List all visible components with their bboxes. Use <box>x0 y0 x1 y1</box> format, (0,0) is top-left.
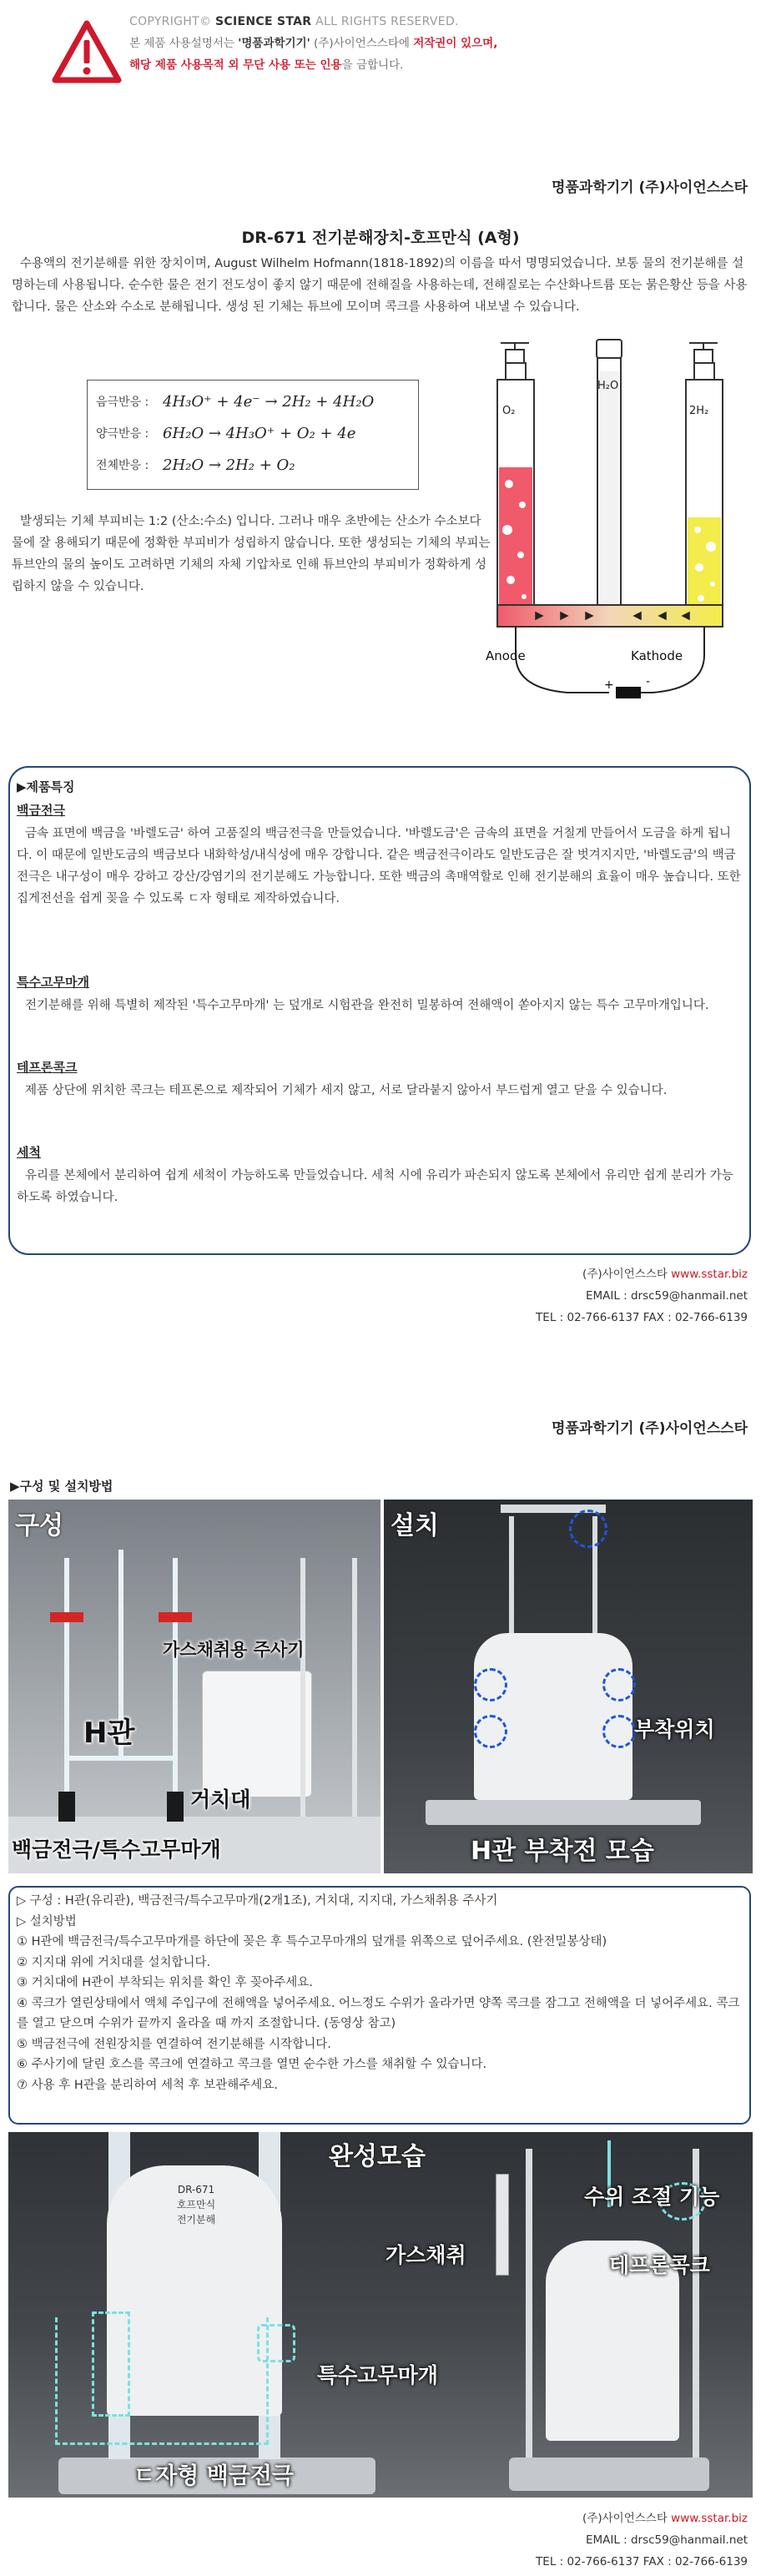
copyright-notice: COPYRIGHT© SCIENCE STAR ALL RIGHTS RESERVED. 본 제품 사용설명서는 '명품과학기기' (주)사이언스스타에 저작권이 있으며, 해당 제품 사용목적 외 무단 사용 또는 인용을 금합니다. <box>129 15 498 72</box>
device-plate: DR-671 호프만식 전기분해 <box>176 2184 216 2226</box>
water-level-label: 수위 조절 기능 <box>584 2185 720 2209</box>
h2o-label: H₂O <box>597 380 619 392</box>
features-heading: ▶제품특징 <box>17 779 75 794</box>
before-attach-label: H관 부착전 모습 <box>471 1837 654 1866</box>
rubber-stopper-highlight <box>257 2324 295 2362</box>
intro-paragraph: 수용액의 전기분해를 위한 장치이며, August Wilhelm Hofmann(1818-1892)의 이름을 따서 명명되었습니다. 보통 물의 전기분해를 설명하는데 사용됩니다. 순수한 물은 전기 전도성이 좋지 않기 때문에 전해질을 사용하는데, 전해질로는 수산화나트륨 또는 묽은황산 등을 사용합니다. 물은 산소와 수소로 분해됩니다. 생성 된 기체는 튜브에 모이며 콕크를 사용하여 내보낼 수 있습니다. <box>12 257 748 314</box>
step-item: ⑦ 사용 후 H관을 분리하여 세척 후 보관해주세요. <box>17 2078 278 2092</box>
step-item: ④ 콕크가 열린상태에서 액체 주입구에 전해액을 넣어주세요. 어느정도 수위가 올라가면 양쪽 콕크를 잠그고 전해액을 더 넣어주세요. 콕크를 열고 닫으며 수위가 끝까지 올라올 때 까지 조절합니다. (동영상 참고) <box>17 1996 740 2030</box>
feature-title: 테프론콕크 <box>17 1060 78 1075</box>
photo-label: 완성모습 <box>329 2142 426 2171</box>
hofmann-apparatus-diagram <box>467 338 751 726</box>
feature-title: 백금전극 <box>17 803 65 818</box>
equation-row: 양극반응 : 6H₂O → 4H₃O⁺ + O₂ + 4e <box>96 424 356 442</box>
feature-title: 세척 <box>17 1145 41 1160</box>
photo-label: 설치 <box>391 1511 439 1540</box>
phone-text: TEL : 02-766-6137 FAX : 02-766-6139 <box>536 2555 748 2568</box>
attach-circle <box>474 1668 507 1701</box>
minus-label: - <box>646 675 651 688</box>
setup-steps-box <box>8 1886 751 2125</box>
gas-collection-label: 가스채취 <box>386 2243 466 2267</box>
feature-title: 특수고무마개 <box>17 975 89 990</box>
section-heading: ▶구성 및 설치방법 <box>10 1479 113 1494</box>
equation-row: 음극반응 : 4H₃O⁺ + 4e⁻ → 2H₂ + 4H₂O <box>96 392 375 411</box>
photo-label: 구성 <box>15 1511 63 1540</box>
feature-text: 금속 표면에 백금을 '바렐도금' 하여 고품질의 백금전극을 만들었습니다. '바렐도금'은 금속의 표면을 거칠게 만들어서 도금을 하게 됩니다. 이 때문에 일반도금의 백금보다 내화학성/내식성에 매우 강합니다. 같은 백금전극이라도 일반도금은 잘 벗겨지지만, '바렐도금'의 백금전극은 내구성이 매우 강하고 강산/강염기의 전기분해도 가능합니다. 또한 백금의 촉매역할로 인해 전기분해의 효율이 매우 높습니다. 또한 집게전선을 쉽게 꽂을 수 있도록 ㄷ자 형태로 제작하였습니다. <box>17 827 741 905</box>
attach-circle <box>602 1715 636 1748</box>
kathode-label: Kathode <box>631 648 683 663</box>
electrode-stopper-label: 백금전극/특수고무마개 <box>12 1837 221 1862</box>
attach-circle <box>569 1510 607 1548</box>
phone-text: TEL : 02-766-6137 FAX : 02-766-6139 <box>536 1311 748 1324</box>
brand-name: 명품과학기기 (주)사이언스스타 <box>552 1420 748 1437</box>
feature-text: 전기분해를 위해 특별히 제작된 '특수고무마개' 는 덮개로 시험관을 완전히 밀봉하여 전해액이 쏟아지지 않는 특수 고무마개입니다. <box>25 999 709 1012</box>
page-title: DR-671 전기분해장치-호프만식 (A형) <box>241 229 520 247</box>
o2-label: O₂ <box>502 405 516 417</box>
step-item: ① H관에 백금전극/특수고무마개를 하단에 꽂은 후 특수고무마개의 덮개를 위쪽으로 덮어주세요. (완전밀봉상태) <box>17 1935 607 1948</box>
feature-text: 유리를 본체에서 분리하여 쉽게 세척이 가능하도록 만들었습니다. 세척 시에 유리가 파손되지 않도록 본체에서 유리만 쉽게 분리가 가능하도록 하였습니다. <box>17 1169 733 1204</box>
equation-box <box>87 380 419 490</box>
anode-label: Anode <box>486 648 526 663</box>
components-photo <box>8 1500 380 1873</box>
installation-photo <box>384 1500 753 1873</box>
step-item: ⑤ 백금전극에 전원장치를 연결하여 전기분해를 시작합니다. <box>17 2037 331 2051</box>
stand-label: 거치대 <box>190 1787 251 1812</box>
step-item: ▷ 설치방법 <box>17 1914 77 1928</box>
electrode-highlight <box>55 2317 269 2445</box>
step-item: ▷ 구성 : H관(유리관), 백금전극/특수고무마개(2개1조), 거치대, 지지대, 가스채취용 주사기 <box>17 1894 498 1908</box>
h2-label: 2H₂ <box>689 405 709 417</box>
gas-syringe-label: 가스채취용 주사기 <box>163 1640 305 1660</box>
gas-ratio-paragraph: 발생되는 기체 부피비는 1:2 (산소:수소) 입니다. 그러나 매우 초반에는 산소가 수소보다 물에 잘 용해되기 때문에 정확한 부피비가 성립하지 않습니다. 또한 생성되는 기체의 부피는 튜브안의 물의 높이도 고려하면 기체의 자체 기압차로 인해 튜브안의 부피비가 정확하게 성립하지 않을 수 있습니다. <box>12 515 491 593</box>
warning-icon <box>52 20 122 83</box>
email-text: EMAIL : drsc59@hanmail.net <box>585 1289 748 1303</box>
plus-label: + <box>604 678 614 692</box>
equation-row: 전체반응 : 2H₂O → 2H₂ + O₂ <box>96 456 295 474</box>
contact-info: (주)사이언스스타 www.sstar.biz EMAIL : drsc59@hanmail.net TEL : 02-766-6137 FAX : 02-766-6139 <box>536 1263 748 1328</box>
step-item: ⑥ 주사기에 달린 호스를 콕크에 연결하고 콕크를 열면 순수한 가스를 채취할 수 있습니다. <box>17 2058 487 2071</box>
step-item: ③ 거치대에 H관이 부착되는 위치를 확인 후 꽂아주세요. <box>17 1976 313 1989</box>
contact-info: (주)사이언스스타 www.sstar.biz EMAIL : drsc59@hanmail.net TEL : 02-766-6137 FAX : 02-766-6139 <box>536 2508 748 2573</box>
email-text: EMAIL : drsc59@hanmail.net <box>585 2533 748 2547</box>
step-item: ② 지지대 위에 거치대를 설치합니다. <box>17 1955 211 1969</box>
teflon-cock-label: 테프론콕크 <box>609 2253 710 2277</box>
electrode-label: ㄷ자형 백금전극 <box>134 2463 294 2489</box>
complete-assembly-photo <box>8 2132 753 2498</box>
attach-circle <box>474 1715 507 1748</box>
h-tube-label: H관 <box>83 1716 135 1750</box>
rubber-stopper-label: 특수고무마개 <box>317 2363 438 2387</box>
website-link[interactable]: www.sstar.biz <box>671 1268 748 1281</box>
attach-circle <box>602 1668 636 1701</box>
attach-position-label: 부착위치 <box>634 1717 715 1742</box>
website-link[interactable]: www.sstar.biz <box>671 2512 748 2525</box>
feature-text: 제품 상단에 위치한 콕크는 테프론으로 제작되어 기체가 세지 않고, 서로 달라붙지 않아서 부드럽게 열고 닫을 수 있습니다. <box>25 1084 668 1097</box>
brand-name: 명품과학기기 (주)사이언스스타 <box>552 179 748 196</box>
features-box <box>8 766 751 1255</box>
